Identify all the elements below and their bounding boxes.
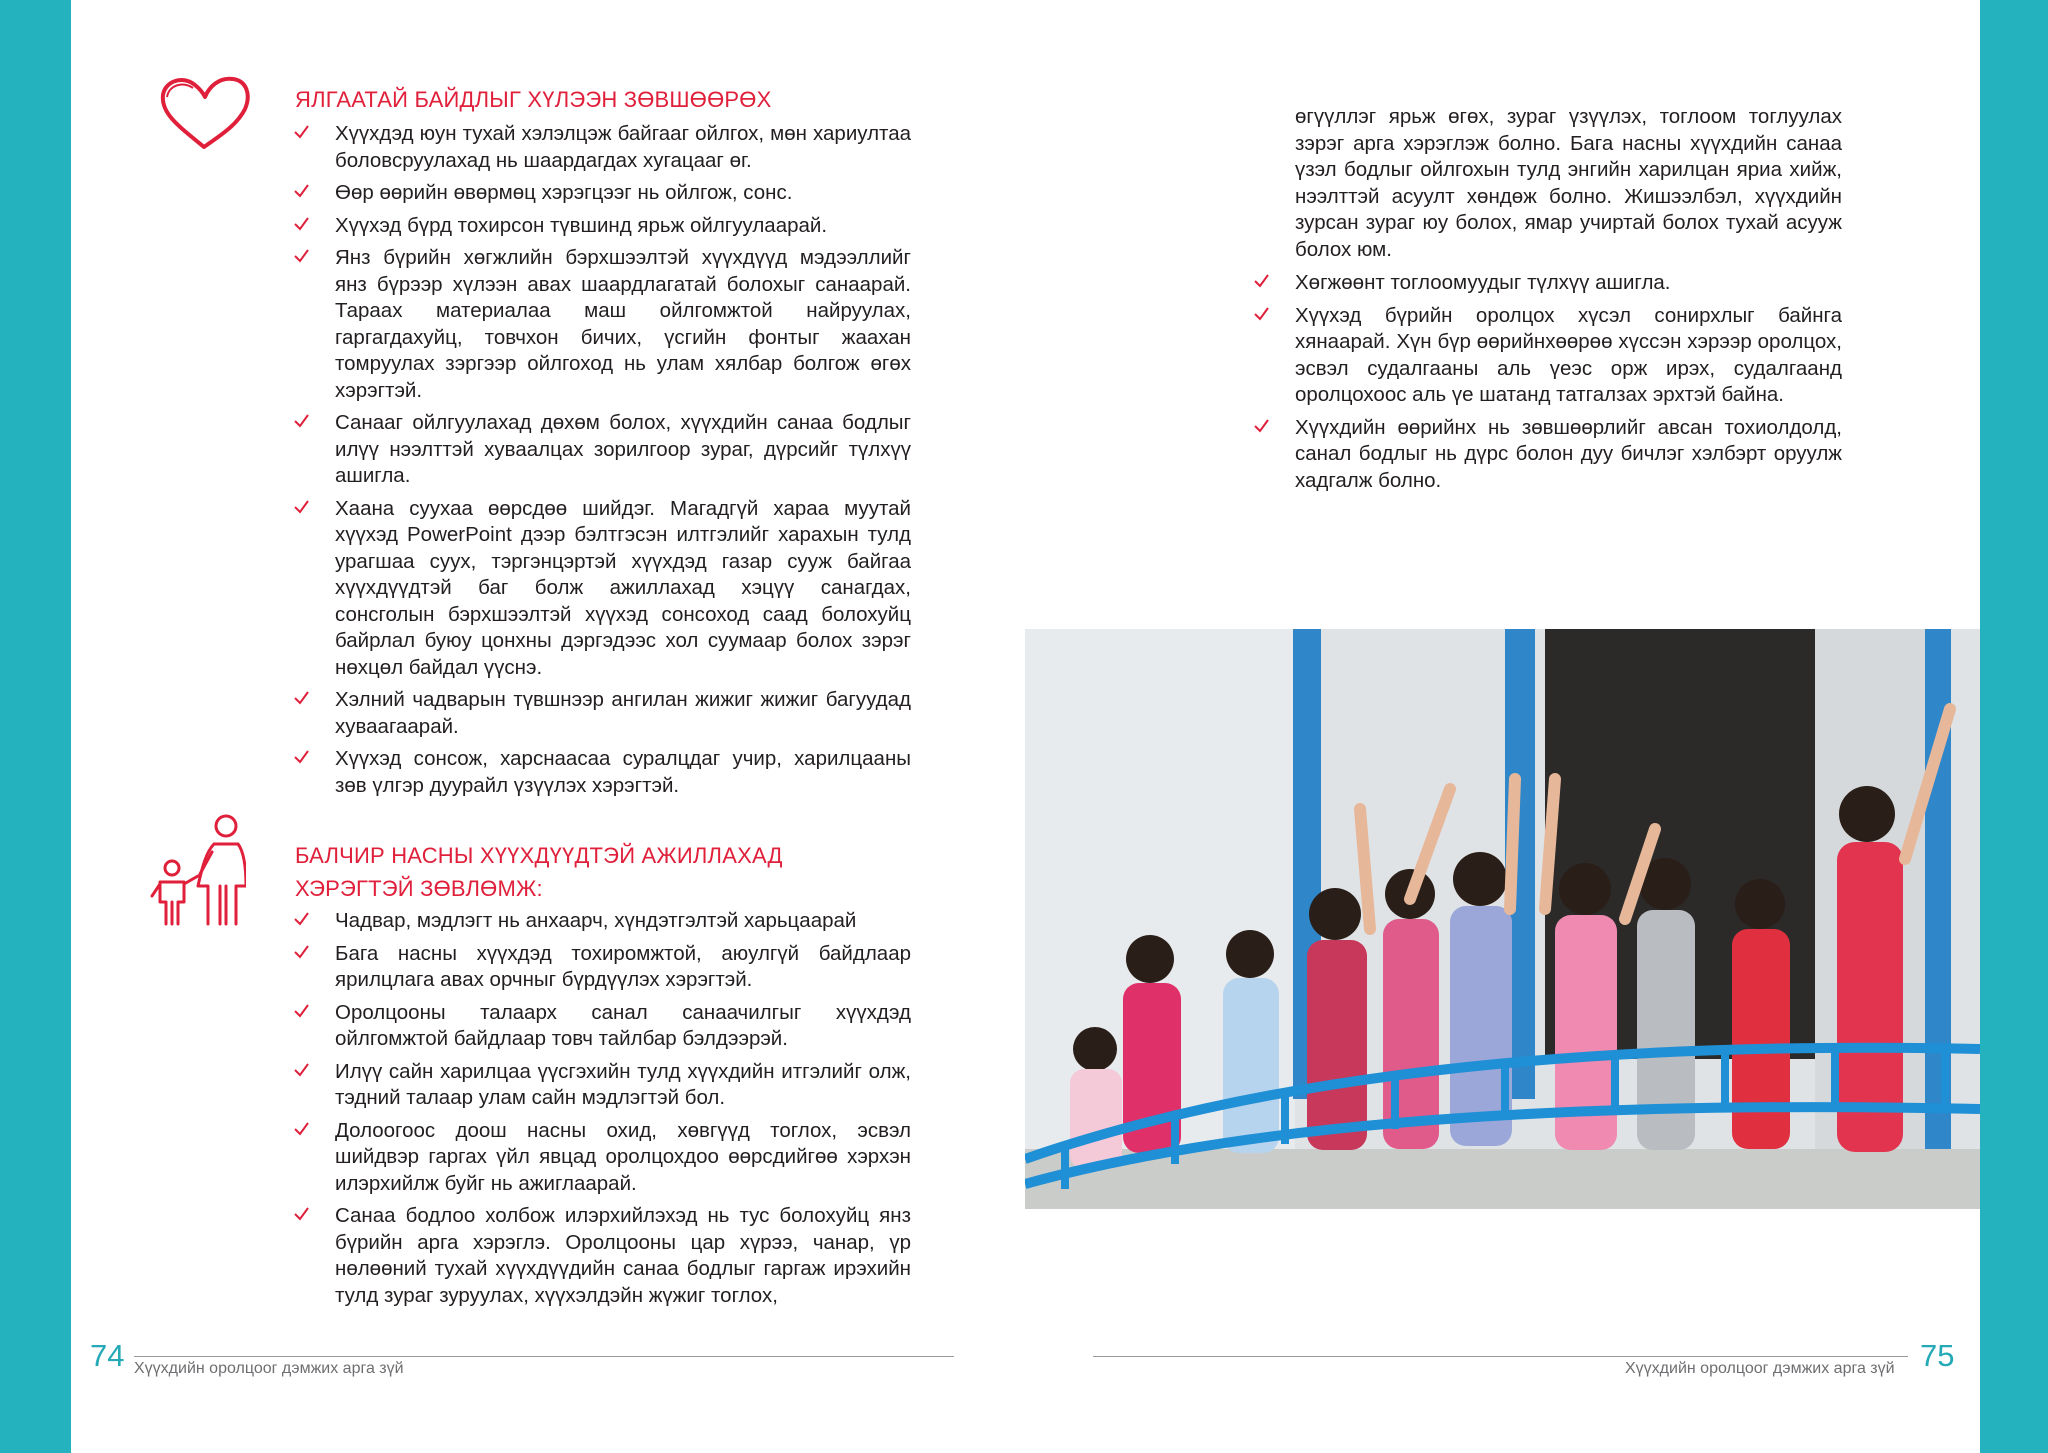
- footer-rule-left: [134, 1356, 954, 1357]
- list-item: Хүүхдийн өөрийнх нь зөвшөөрлийг авсан тохиолдолд, санал бодлыг нь дүрс болон дуу бичлэг хэлбэрт оруулж хадгалж болно.: [1254, 415, 1842, 495]
- page-number-right: 75: [1920, 1338, 1955, 1373]
- section2-list: [294, 908, 911, 1315]
- check-icon: [294, 1207, 309, 1221]
- list-item: Санааг ойлгуулахад дөхөм болох, хүүхдийн санаа бодлыг илүү нээлттэй хуваалцах зорилгоор зураг, дүрсийг түлхүү ашигла.: [294, 410, 911, 490]
- children-on-school-balcony-photo: [1025, 629, 1980, 1209]
- section1-list: [294, 121, 911, 805]
- footer-title-left: Хүүхдийн оролцоог дэмжих арга зүй: [134, 1360, 404, 1377]
- check-icon: [294, 912, 309, 926]
- check-icon: [294, 125, 309, 139]
- list-item: Янз бүрийн хөгжлийн бэрхшээлтэй хүүхдүүд мэдээллийг янз бүрээр хүлээн авах шаардлагатай болохыг санаарай. Тараах материалаа маш ойлгомжтой найруулах, гаргагдахуйц, товчхон бичих, үсгийн фонтыг жаахан томруулах зэргээр ойлгоход нь улам хялбар болгож өгөх хэрэгтэй.: [294, 245, 911, 404]
- list-item: Хүүхэд бүрийн оролцох хүсэл сонирхлыг байнга хянаарай. Хүн бүр өөрийнхөөрөө хүссэн хэрээр оролцох, эсвэл судалгааны аль үеэс орж ирэх, судалгаанд оролцохоос аль үе шатанд татгалзах эрхтэй байна.: [1254, 303, 1842, 409]
- list-item: Хэлний чадварын түвшнээр ангилан жижиг жижиг багуудад хуваагаарай.: [294, 687, 911, 740]
- list-item: Илүү сайн харилцаа үүсгэхийн тулд хүүхдийн итгэлийг олж, тэдний талаар улам сайн мэдлэгтэй бол.: [294, 1059, 911, 1112]
- list-item: Өөр өөрийн өвөрмөц хэрэгцээг нь ойлгож, сонс.: [294, 180, 911, 207]
- check-icon: [294, 500, 309, 514]
- check-icon: [294, 249, 309, 263]
- check-icon: [294, 691, 309, 705]
- check-icon: [294, 414, 309, 428]
- list-item: Хүүхэд сонсож, харснаасаа суралцдаг учир, харилцааны зөв үлгэр дуурайл үзүүлэх хэрэгтэй.: [294, 746, 911, 799]
- check-icon: [294, 1004, 309, 1018]
- list-item: Хөгжөөнт тоглоомуудыг түлхүү ашигла.: [1254, 270, 1842, 297]
- check-icon: [1254, 419, 1269, 433]
- right-teal-band: [1980, 0, 2048, 1453]
- left-teal-band: [0, 0, 71, 1453]
- check-icon: [294, 750, 309, 764]
- check-icon: [294, 217, 309, 231]
- adult-child-icon: [150, 812, 246, 930]
- list-item: Оролцооны талаарх санал санаачилгыг хүүхдэд ойлгомжтой байдлаар товч тайлбар бэлдээрэй.: [294, 1000, 911, 1053]
- list-item: Санаа бодлоо холбож илэрхийлэхэд нь тус болохуйц янз бүрийн арга хэрэглэ. Оролцооны цар хүрээ, чанар, үр нөлөөний тухай хүүхдүүдийн санаа бодлыг гаргаж ирэхийн тулд зураг зуруулах, хүүхэлдэйн жүжиг тоглох,: [294, 1203, 911, 1309]
- footer-rule-right: [1093, 1356, 1908, 1357]
- list-item: Хүүхэд бүрд тохирсон түвшинд ярьж ойлгуулаарай.: [294, 213, 911, 240]
- list-item: Чадвар, мэдлэгт нь анхаарч, хүндэтгэлтэй харьцаарай: [294, 908, 911, 935]
- list-item: Долоогоос доош насны охид, хөвгүүд тоглох, эсвэл шийдвэр гаргах үйл явцад оролцохдоо өөрсдийгөө хэрхэн илэрхийлж буйг нь ажиглаарай.: [294, 1118, 911, 1198]
- list-item: Хүүхдэд юун тухай хэлэлцэж байгааг ойлгох, мөн хариултаа боловсруулахад нь шаардагдах хугацааг өг.: [294, 121, 911, 174]
- right-list: [1254, 270, 1842, 500]
- list-item: Бага насны хүүхдэд тохиромжтой, аюулгүй байдлаар ярилцлага авах орчныг бүрдүүлэх хэрэгтэй.: [294, 941, 911, 994]
- section1-heading: ЯЛГААТАЙ БАЙДЛЫГ ХҮЛЭЭН ЗӨВШӨӨРӨХ: [295, 87, 772, 112]
- section2-heading-line1: БАЛЧИР НАСНЫ ХҮҮХДҮҮДТЭЙ АЖИЛЛАХАД: [295, 843, 783, 868]
- list-item: Хаана суухаа өөрсдөө шийдэг. Магадгүй хараа муутай хүүхэд PowerPoint дээр бэлтгэсэн илтгэлийг харахын тулд урагшаа суух, тэргэнцэртэй хүүхдэд газар сууж байгаа хүүхдүүдтэй баг болж ажиллахад хэцүү санагдах, сонсголын бэрхшээлтэй хүүхэд сонсоход саад болохуйц байрлал буюу цонхны дэргэдээс хол суумаар болох зэрэг нөхцөл байдал үүснэ.: [294, 496, 911, 682]
- page-number-left: 74: [90, 1338, 125, 1373]
- continued-paragraph: өгүүллэг ярьж өгөх, зураг үзүүлэх, тоглоом тоглуулах зэрэг арга хэрэглэж болно. Бага насны хүүхдийн санаа үзэл бодлыг ойлгохын тулд энгийн харилцан яриа хийж, нээлттэй асуулт хөндөж болно. Жишээлбэл, хүүхдийн зурсан зураг юу болох, ямар учиртай болох тухай асууж болох юм.: [1295, 105, 1842, 261]
- check-icon: [294, 184, 309, 198]
- check-icon: [294, 1122, 309, 1136]
- check-icon: [294, 945, 309, 959]
- section2-heading-line2: ХЭРЭГТЭЙ ЗӨВЛӨМЖ:: [295, 876, 543, 901]
- check-icon: [1254, 307, 1269, 321]
- footer-title-right: Хүүхдийн оролцоог дэмжих арга зүй: [1625, 1360, 1895, 1377]
- heart-icon: [157, 73, 253, 153]
- check-icon: [294, 1063, 309, 1077]
- check-icon: [1254, 274, 1269, 288]
